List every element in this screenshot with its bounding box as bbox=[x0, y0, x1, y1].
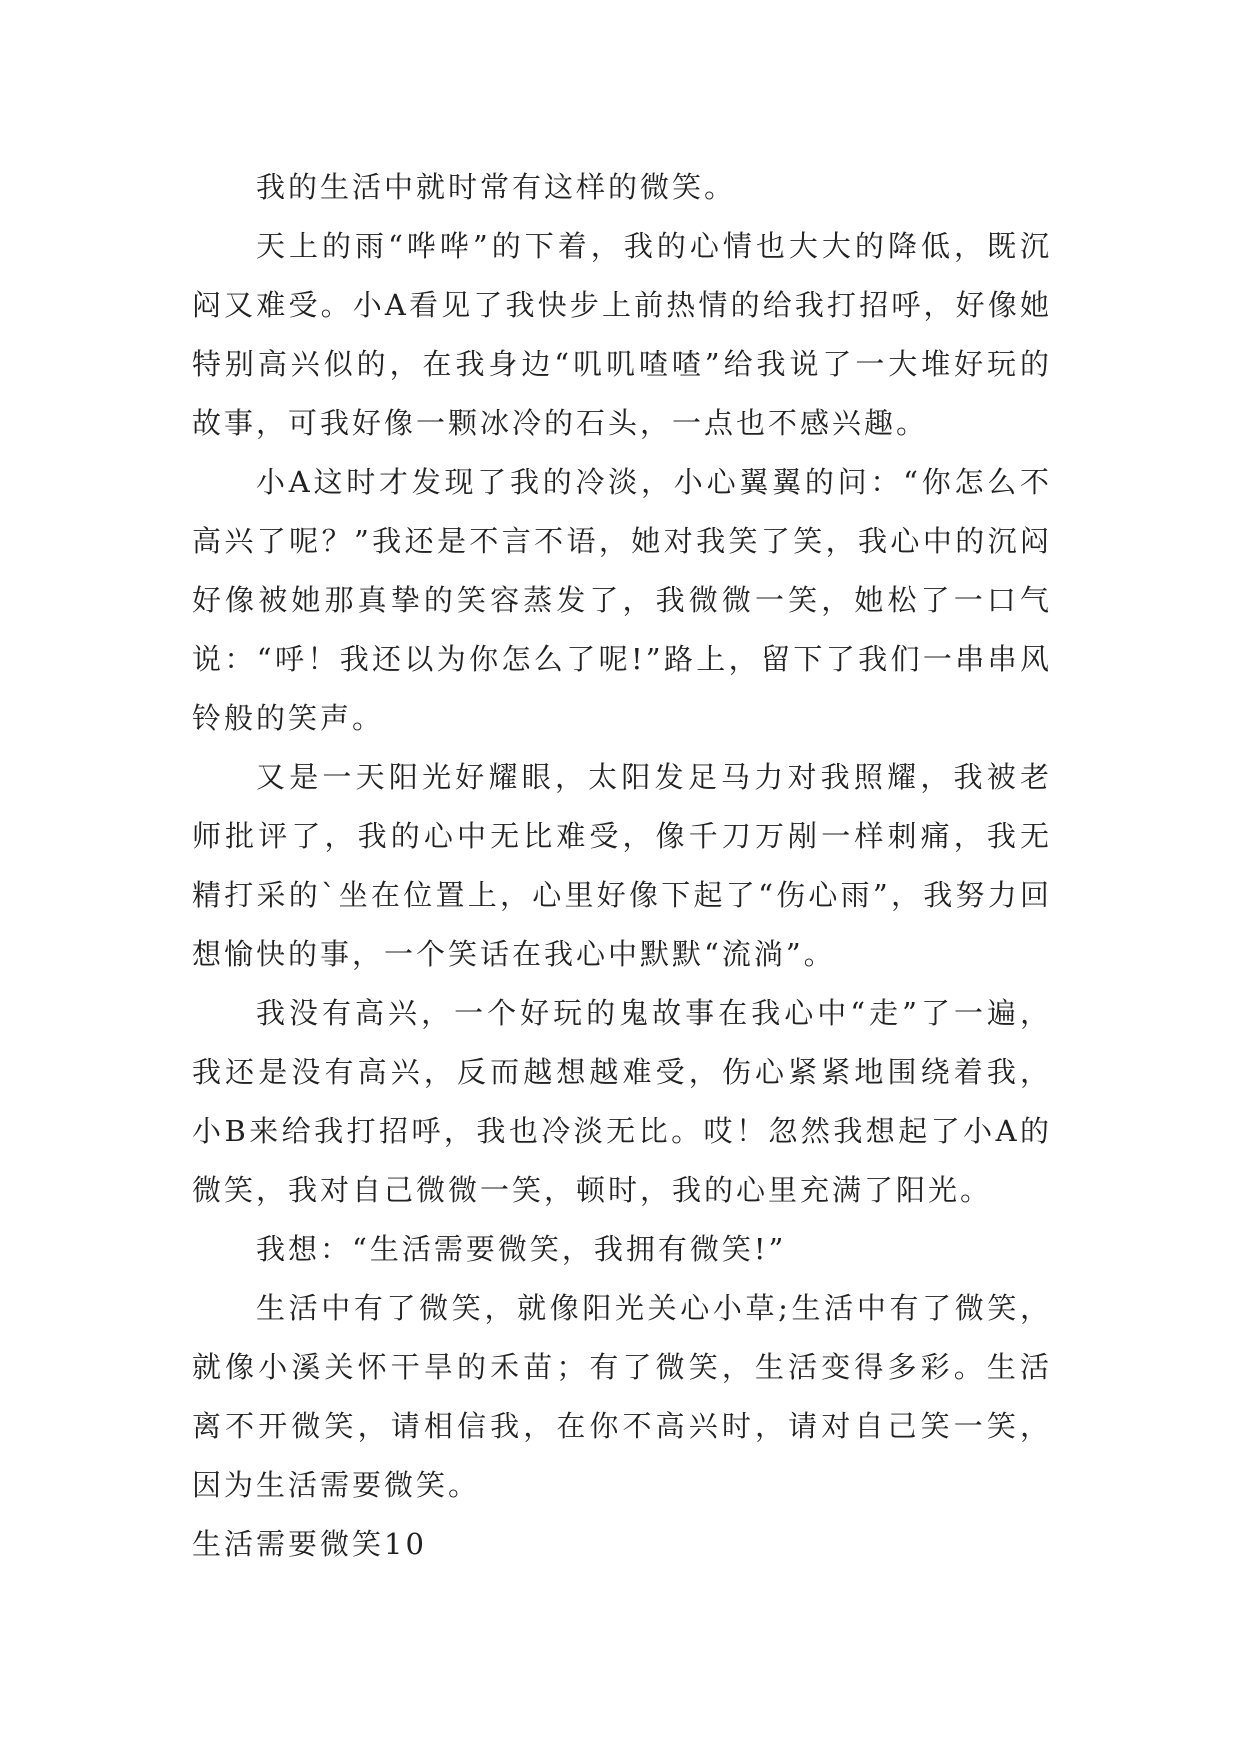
paragraph: 又是一天阳光好耀眼，太阳发足马力对我照耀，我被老师批评了，我的心中无比难受，像千刀万剐一样刺痛，我无精打采的`坐在位置上，心里好像下起了“伤心雨”，我努力回想愉快的事，一个笑话在我心中默默“流淌”。 bbox=[192, 760, 1052, 971]
paragraph: 我没有高兴，一个好玩的鬼故事在我心中“走”了一遍，我还是没有高兴，反而越想越难受，伤心紧紧地围绕着我，小B来给我打招呼，我也冷淡无比。哎！忽然我想起了小A的微笑，我对自己微微一笑，顿时，我的心里充满了阳光。 bbox=[192, 996, 1052, 1207]
document-body bbox=[192, 158, 1052, 1574]
paragraph: 天上的雨“哗哗”的下着，我的心情也大大的降低，既沉闷又难受。小A看见了我快步上前热情的给我打招呼，好像她特别高兴似的，在我身边“叽叽喳喳”给我说了一大堆好玩的故事，可我好像一颗冰冷的石头，一点也不感兴趣。 bbox=[192, 229, 1052, 440]
paragraph: 小A这时才发现了我的冷淡，小心翼翼的问：“你怎么不高兴了呢？”我还是不言不语，她对我笑了笑，我心中的沉闷好像被她那真挚的笑容蒸发了，我微微一笑，她松了一口气说：“呼！我还以为你怎么了呢!”路上，留下了我们一串串风铃般的笑声。 bbox=[192, 465, 1052, 735]
paragraph: 我想：“生活需要微笑，我拥有微笑!” bbox=[256, 1232, 787, 1266]
paragraph: 生活中有了微笑，就像阳光关心小草;生活中有了微笑，就像小溪关怀干旱的禾苗；有了微笑，生活变得多彩。生活离不开微笑，请相信我，在你不高兴时，请对自己笑一笑，因为生活需要微笑。 bbox=[192, 1291, 1052, 1502]
paragraph: 我的生活中就时常有这样的微笑。 bbox=[256, 170, 737, 204]
section-heading: 生活需要微笑10 bbox=[192, 1527, 427, 1561]
